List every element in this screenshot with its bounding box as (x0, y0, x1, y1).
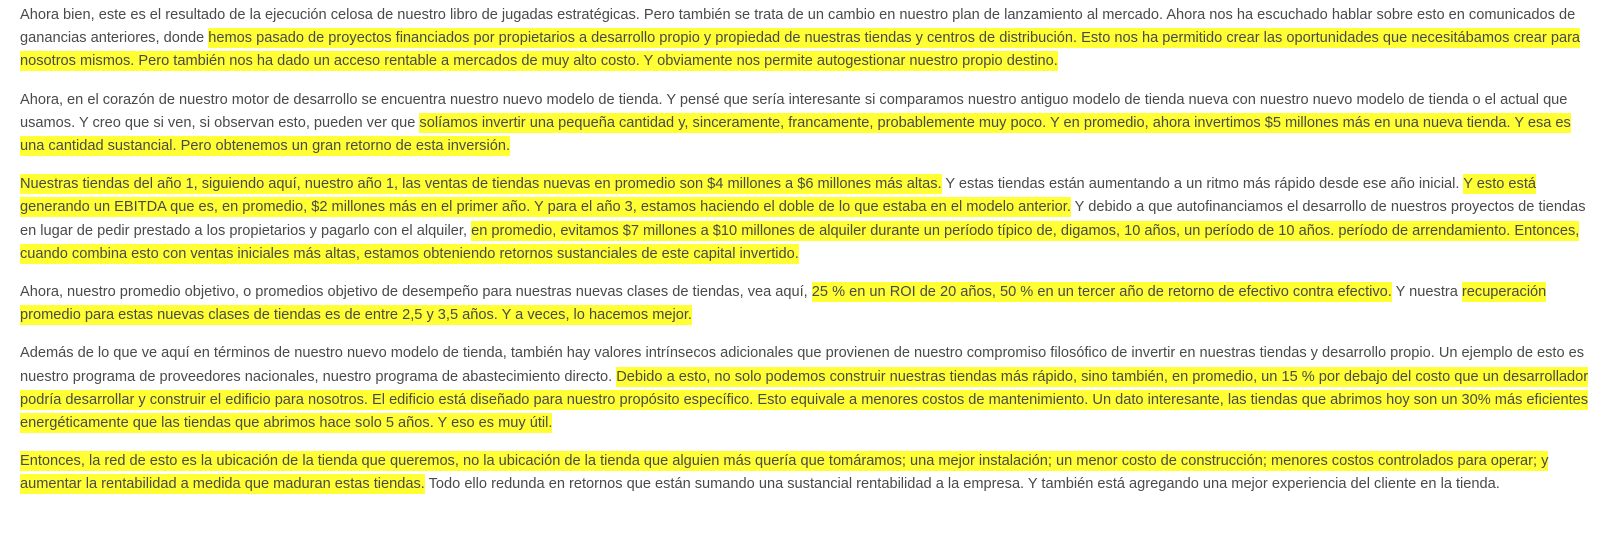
paragraph-5 (20, 342, 1591, 435)
text-run: Y nuestra (1391, 284, 1462, 301)
highlighted-text: 25 % en un ROI de 20 años, 50 % en un tercer año de retorno de efectivo contra efectivo. (811, 284, 1392, 301)
highlighted-text: Debido a esto, no solo podemos construir nuestras tiendas más rápido, sino también, en promedio, un 15 % por debajo del costo que un desarrollador podría desarrollar y construir el edificio para nosotros. El edificio está diseñado para nuestro propósito específico. Esto equivale a menores costos de mantenimiento. Un dato interesante, las tiendas que abrimos hoy son un 30% más eficientes energéticamente que las tiendas que abrimos hace solo 5 años. Y eso es muy útil. (20, 368, 1589, 432)
paragraph-1 (20, 4, 1591, 74)
highlighted-text: solíamos invertir una pequeña cantidad y, sinceramente, francamente, probablemente muy poco. Y en promedio, ahora invertimos $5 millones más en una nueva tienda. Y esa es una cantidad sustancial. Pero obtenemos un gran retorno de esta inversión. (20, 114, 1571, 155)
text-run: Y debido a que autofinanciamos el desarrollo de nuestros proyectos de tiendas en lugar de pedir prestado a los propietarios y pagarlo con el alquiler, (20, 199, 1586, 239)
highlighted-text: Y esto está generando un EBITDA que es, en promedio, $2 millones más en el primer año. Y para el año 3, estamos haciendo el doble de lo que estaba en el modelo anterior. (20, 176, 1537, 216)
paragraph-6 (20, 450, 1591, 496)
text-run: Ahora bien, este es el resultado de la ejecución celosa de nuestro libro de jugadas estratégicas. Pero también se trata de un cambio en nuestro plan de lanzamiento al mercado. Ahora nos ha escuchado hablar sobre esto en comunicados de ganancias anteriores, donde (20, 7, 1576, 47)
highlighted-text: Nuestras tiendas del año 1, siguiendo aquí, nuestro año 1, las ventas de tiendas nuevas en promedio son $4 millones a $6 millones más altas. (20, 176, 942, 193)
text-run: Ahora, en el corazón de nuestro motor de desarrollo se encuentra nuestro nuevo modelo de tienda. Y pensé que sería interesante si comparamos nuestro antiguo modelo de tienda nueva con nuestro nuevo modelo de tienda o el actual que usamos. Y creo que si ven, si observan esto, pueden ver que (20, 91, 1568, 131)
highlighted-text: Entonces, la red de esto es la ubicación de la tienda que queremos, no la ubicación de la tienda que alguien más quería que tomáramos; una mejor instalación; un menor costo de construcción; menores costos controlados para operar; y aumentar la rentabilidad a medida que maduran estas tiendas. (20, 453, 1549, 493)
highlighted-text: recuperación promedio para estas nuevas clases de tiendas es de entre 2,5 y 3,5 años. Y a veces, lo hacemos mejor. (20, 284, 1547, 324)
text-run: Ahora, nuestro promedio objetivo, o promedios objetivo de desempeño para nuestras nuevas clases de tiendas, vea aquí, (20, 284, 812, 301)
paragraph-2 (20, 89, 1591, 159)
highlighted-text: en promedio, evitamos $7 millones a $10 millones de alquiler durante un período típico de, digamos, 10 años, un período de 10 años. período de arrendamiento. Entonces, cuando combina esto con ventas iniciales más altas, estamos obteniendo retornos sustanciales de este capital invertido. (20, 222, 1580, 262)
text-run: Además de lo que ve aquí en términos de nuestro nuevo modelo de tienda, también hay valores intrínsecos adicionales que provienen de nuestro compromiso filosófico de invertir en nuestras tiendas y desarrollo propio. Un ejemplo de esto es nuestro programa de proveedores nacionales, nuestro programa de abastecimiento directo. (20, 345, 1585, 385)
text-run: Y estas tiendas están aumentando a un ritmo más rápido desde ese año inicial. (941, 176, 1464, 193)
paragraph-4 (20, 281, 1591, 327)
text-run: Todo ello redunda en retornos que están sumando una sustancial rentabilidad a la empresa. Y también está agregando una mejor experiencia del cliente en la tienda. (424, 476, 1500, 493)
paragraph-3 (20, 173, 1591, 266)
highlighted-text: hemos pasado de proyectos financiados por propietarios a desarrollo propio y propiedad de nuestras tiendas y centros de distribución. Esto nos ha permitido crear las oportunidades que necesitábamos crear para nosotros mismos. Pero también nos ha dado un acceso rentable a mercados de muy alto costo. Y obviamente nos permite autogestionar nuestro propio destino. (20, 30, 1581, 70)
